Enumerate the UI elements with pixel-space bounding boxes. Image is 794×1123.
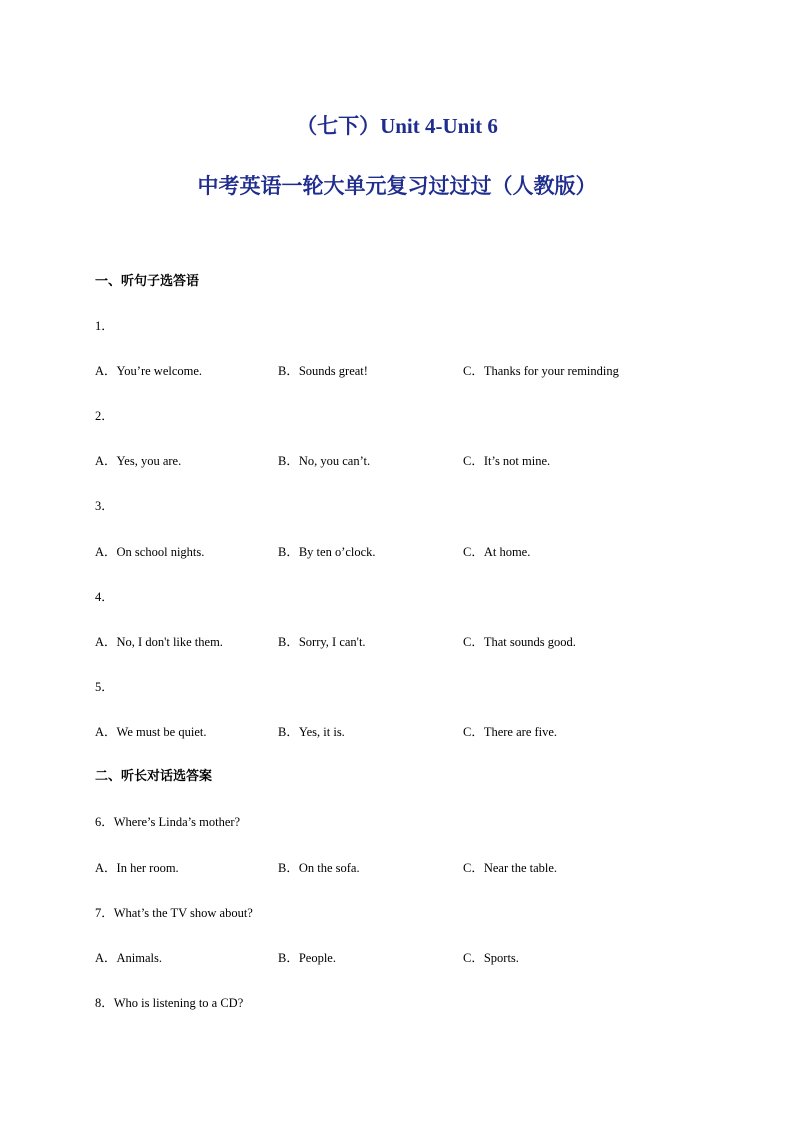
option-c: C．Sports.: [463, 951, 519, 965]
question-text: 7．What’s the TV show about?: [95, 906, 253, 920]
section-heading-2: 二、听长对话选答案: [95, 769, 213, 784]
option-a: A．No, I don't like them.: [95, 635, 223, 649]
question-text: 4．: [95, 590, 114, 604]
option-b: B．Sorry, I can't.: [278, 635, 366, 649]
option-c: C．At home.: [463, 545, 531, 559]
question-row: [0, 993, 794, 1013]
option-a: A．On school nights.: [95, 545, 205, 559]
question-text: 1．: [95, 319, 114, 333]
option-b: B．On the sofa.: [278, 861, 360, 875]
options-row: [0, 948, 794, 968]
page-title: （七下）Unit 4-Unit 6: [296, 114, 498, 138]
section-heading-1: 一、听句子选答语: [95, 274, 200, 289]
option-c: C．That sounds good.: [463, 635, 576, 649]
question-text: 5．: [95, 680, 114, 694]
question-row: [0, 677, 794, 697]
option-c: C．It’s not mine.: [463, 454, 551, 468]
option-b: B．Yes, it is.: [278, 725, 345, 739]
option-c: C．Near the table.: [463, 861, 558, 875]
question-row: [0, 496, 794, 516]
option-c: C．Thanks for your reminding: [463, 364, 619, 378]
option-a: A．Yes, you are.: [95, 454, 182, 468]
question-row: [0, 316, 794, 336]
question-text: 8．Who is listening to a CD?: [95, 996, 244, 1010]
option-a: A．Animals.: [95, 951, 163, 965]
question-row: [0, 587, 794, 607]
option-a: A．In her room.: [95, 861, 179, 875]
option-b: B．By ten o’clock.: [278, 545, 376, 559]
option-a: A．We must be quiet.: [95, 725, 207, 739]
question-row: [0, 406, 794, 426]
option-a: A．You’re welcome.: [95, 364, 203, 378]
option-b: B．No, you can’t.: [278, 454, 371, 468]
option-c: C．There are five.: [463, 725, 558, 739]
options-row: [0, 451, 794, 471]
options-row: [0, 361, 794, 381]
option-b: B．Sounds great!: [278, 364, 368, 378]
question-row: [0, 903, 794, 923]
options-row: [0, 632, 794, 652]
option-b: B．People.: [278, 951, 336, 965]
question-text: 2．: [95, 409, 114, 423]
question-text: 6．Where’s Linda’s mother?: [95, 815, 241, 829]
question-row: [0, 812, 794, 832]
options-row: [0, 542, 794, 562]
question-text: 3．: [95, 499, 114, 513]
page-subtitle: 中考英语一轮大单元复习过过过（人教版）: [197, 174, 597, 198]
options-row: [0, 858, 794, 878]
options-row: [0, 722, 794, 742]
